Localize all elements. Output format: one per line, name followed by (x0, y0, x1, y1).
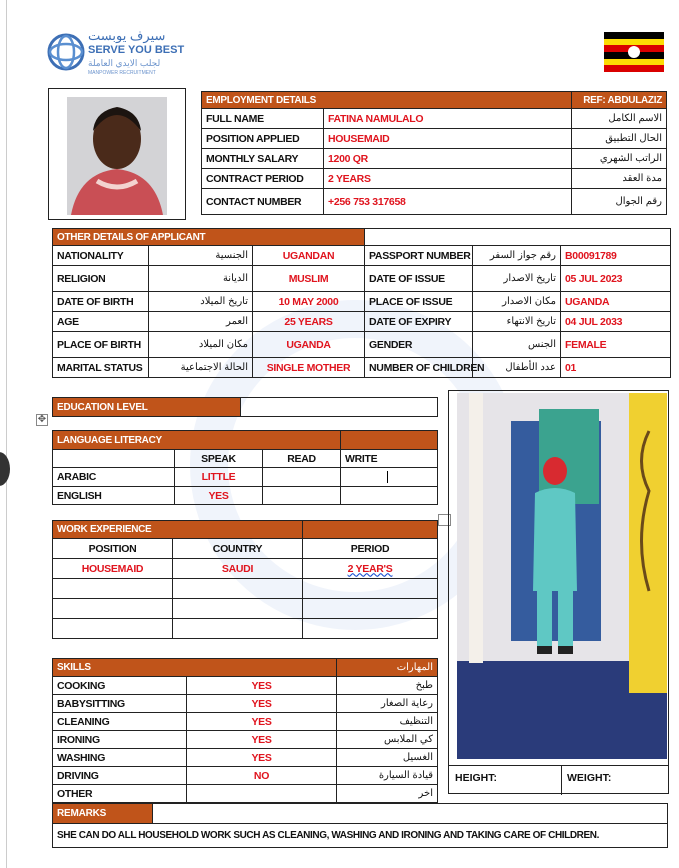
remarks-text: SHE CAN DO ALL HOUSEHOLD WORK SUCH AS CLEANING, WASHING AND IRONING AND TAKING CARE OF CHILDREN. (53, 824, 668, 848)
col-period: PERIOD (303, 539, 438, 559)
contact-number-arabic: رقم الجوال (572, 189, 667, 215)
skill-cooking-value: YES (187, 677, 337, 695)
remarks-table (52, 803, 668, 848)
col-country: COUNTRY (173, 539, 303, 559)
passport-number-arabic: رقم جواز السفر (473, 246, 561, 266)
education-header: EDUCATION LEVEL (53, 398, 241, 417)
date-of-issue-label: DATE OF ISSUE (365, 266, 473, 292)
logo-icon (46, 30, 86, 74)
contract-period-arabic: مدة العقد (572, 169, 667, 189)
position-applied-arabic: الحال التطبيق (572, 129, 667, 149)
contract-period-value: 2 YEARS (324, 169, 572, 189)
religion-arabic: الديانة (149, 266, 253, 292)
work-period-value: 2 YEAR'S (303, 559, 438, 579)
other-details-table (52, 228, 671, 378)
monthly-salary-label: MONTHLY SALARY (202, 149, 324, 169)
skill-washing-value: YES (187, 749, 337, 767)
logo-name: SERVE YOU BEST (88, 44, 185, 56)
number-of-children-label: NUMBER OF CHILDREN (365, 358, 473, 378)
monthly-salary-value: 1200 QR (324, 149, 572, 169)
logo-arabic: سيرف يوبست (88, 28, 166, 43)
place-of-issue-arabic: مكان الاصدار (473, 292, 561, 312)
work-position-value: HOUSEMAID (53, 559, 173, 579)
full-photo-frame (448, 390, 669, 794)
lang-arabic-label: ARABIC (53, 468, 175, 487)
skills-header-arabic: المهارات (337, 659, 438, 677)
work-experience-table (52, 520, 438, 639)
skill-driving-arabic: قيادة السيارة (337, 767, 438, 785)
monthly-salary-arabic: الراتب الشهري (572, 149, 667, 169)
weight-label: WEIGHT: (567, 772, 612, 784)
skills-table (52, 658, 438, 803)
full-name-value: FATINA NAMULALO (324, 109, 572, 129)
skill-ironing-value: YES (187, 731, 337, 749)
portrait-photo (49, 89, 185, 219)
full-name-label: FULL NAME (202, 109, 324, 129)
col-write: WRITE (341, 450, 438, 468)
number-of-children-value: 01 (561, 358, 671, 378)
skill-washing-arabic: الغسيل (337, 749, 438, 767)
lang-english-label: ENGLISH (53, 487, 175, 505)
skill-ironing-label: IRONING (53, 731, 187, 749)
lang-english-speak: YES (175, 487, 263, 505)
gender-arabic: الجنس (473, 332, 561, 358)
skill-driving-label: DRIVING (53, 767, 187, 785)
skill-driving-value: NO (187, 767, 337, 785)
position-applied-value: HOUSEMAID (324, 129, 572, 149)
age-arabic: العمر (149, 312, 253, 332)
col-speak: SPEAK (175, 450, 263, 468)
logo-tagline: MANPOWER RECRUITMENT (88, 70, 156, 76)
skill-other-value (187, 785, 337, 803)
date-of-birth-label: DATE OF BIRTH (53, 292, 149, 312)
date-of-issue-arabic: تاريخ الاصدار (473, 266, 561, 292)
place-of-issue-value: UGANDA (561, 292, 671, 312)
date-of-birth-value: 10 MAY 2000 (253, 292, 365, 312)
religion-value: MUSLIM (253, 266, 365, 292)
other-details-header: OTHER DETAILS OF APPLICANT (53, 229, 365, 246)
date-of-expiry-label: DATE OF EXPIRY (365, 312, 473, 332)
skill-cleaning-label: CLEANING (53, 713, 187, 731)
gender-label: GENDER (365, 332, 473, 358)
full-body-photo (449, 391, 668, 761)
skill-cleaning-arabic: التنظيف (337, 713, 438, 731)
age-label: AGE (53, 312, 149, 332)
position-applied-label: POSITION APPLIED (202, 129, 324, 149)
work-experience-header: WORK EXPERIENCE (53, 521, 303, 539)
col-read: READ (263, 450, 341, 468)
skill-washing-label: WASHING (53, 749, 187, 767)
employment-details-table (201, 91, 667, 215)
gender-value: FEMALE (561, 332, 671, 358)
skills-header: SKILLS (53, 659, 337, 677)
date-of-issue-value: 05 JUL 2023 (561, 266, 671, 292)
full-name-arabic: الاسم الكامل (572, 109, 667, 129)
place-of-issue-label: PLACE OF ISSUE (365, 292, 473, 312)
skill-ironing-arabic: كي الملابس (337, 731, 438, 749)
date-of-expiry-value: 04 JUL 2033 (561, 312, 671, 332)
employment-header: EMPLOYMENT DETAILS (202, 92, 572, 109)
place-of-birth-arabic: مكان الميلاد (149, 332, 253, 358)
uganda-flag (604, 32, 664, 72)
work-country-value: SAUDI (173, 559, 303, 579)
skill-other-label: OTHER (53, 785, 187, 803)
contract-period-label: CONTRACT PERIOD (202, 169, 324, 189)
skill-other-arabic: اخر (337, 785, 438, 803)
skill-cooking-arabic: طبخ (337, 677, 438, 695)
skill-cleaning-value: YES (187, 713, 337, 731)
scroll-handle[interactable] (0, 452, 10, 486)
skill-babysitting-arabic: رعاية الصغار (337, 695, 438, 713)
place-of-birth-label: PLACE OF BIRTH (53, 332, 149, 358)
marital-status-value: SINGLE MOTHER (253, 358, 365, 378)
language-header: LANGUAGE LITERACY (53, 431, 341, 450)
date-of-expiry-arabic: تاريخ الانتهاء (473, 312, 561, 332)
skill-cooking-label: COOKING (53, 677, 187, 695)
education-table (52, 397, 438, 417)
remarks-header: REMARKS (53, 804, 153, 824)
contact-number-label: CONTACT NUMBER (202, 189, 324, 215)
place-of-birth-value: UGANDA (253, 332, 365, 358)
skill-babysitting-value: YES (187, 695, 337, 713)
height-label: HEIGHT: (455, 772, 497, 784)
number-of-children-arabic: عدد الأطفال (473, 358, 561, 378)
language-table (52, 430, 438, 505)
marital-status-label: MARITAL STATUS (53, 358, 149, 378)
nationality-value: UGANDAN (253, 246, 365, 266)
date-of-birth-arabic: تاريخ الميلاد (149, 292, 253, 312)
nationality-label: NATIONALITY (53, 246, 149, 266)
nationality-arabic: الجنسية (149, 246, 253, 266)
religion-label: RELIGION (53, 266, 149, 292)
skill-babysitting-label: BABYSITTING (53, 695, 187, 713)
ref-code: REF: ABDULAZIZ (572, 92, 667, 109)
logo-sub-arabic: لجلب الايدي العاملة (88, 58, 161, 68)
contact-number-value: +256 753 317658 (324, 189, 572, 215)
col-position: POSITION (53, 539, 173, 559)
lang-arabic-speak: LITTLE (175, 468, 263, 487)
table-move-handle-icon[interactable]: ✥ (37, 414, 47, 425)
passport-number-label: PASSPORT NUMBER (365, 246, 473, 266)
logo (46, 28, 196, 78)
age-value: 25 YEARS (253, 312, 365, 332)
marital-status-arabic: الحالة الاجتماعية (149, 358, 253, 378)
page-edge-line (6, 0, 7, 868)
passport-number-value: B00091789 (561, 246, 671, 266)
portrait-frame (48, 88, 186, 220)
measure-row (449, 765, 668, 795)
text-cursor[interactable] (341, 468, 438, 487)
